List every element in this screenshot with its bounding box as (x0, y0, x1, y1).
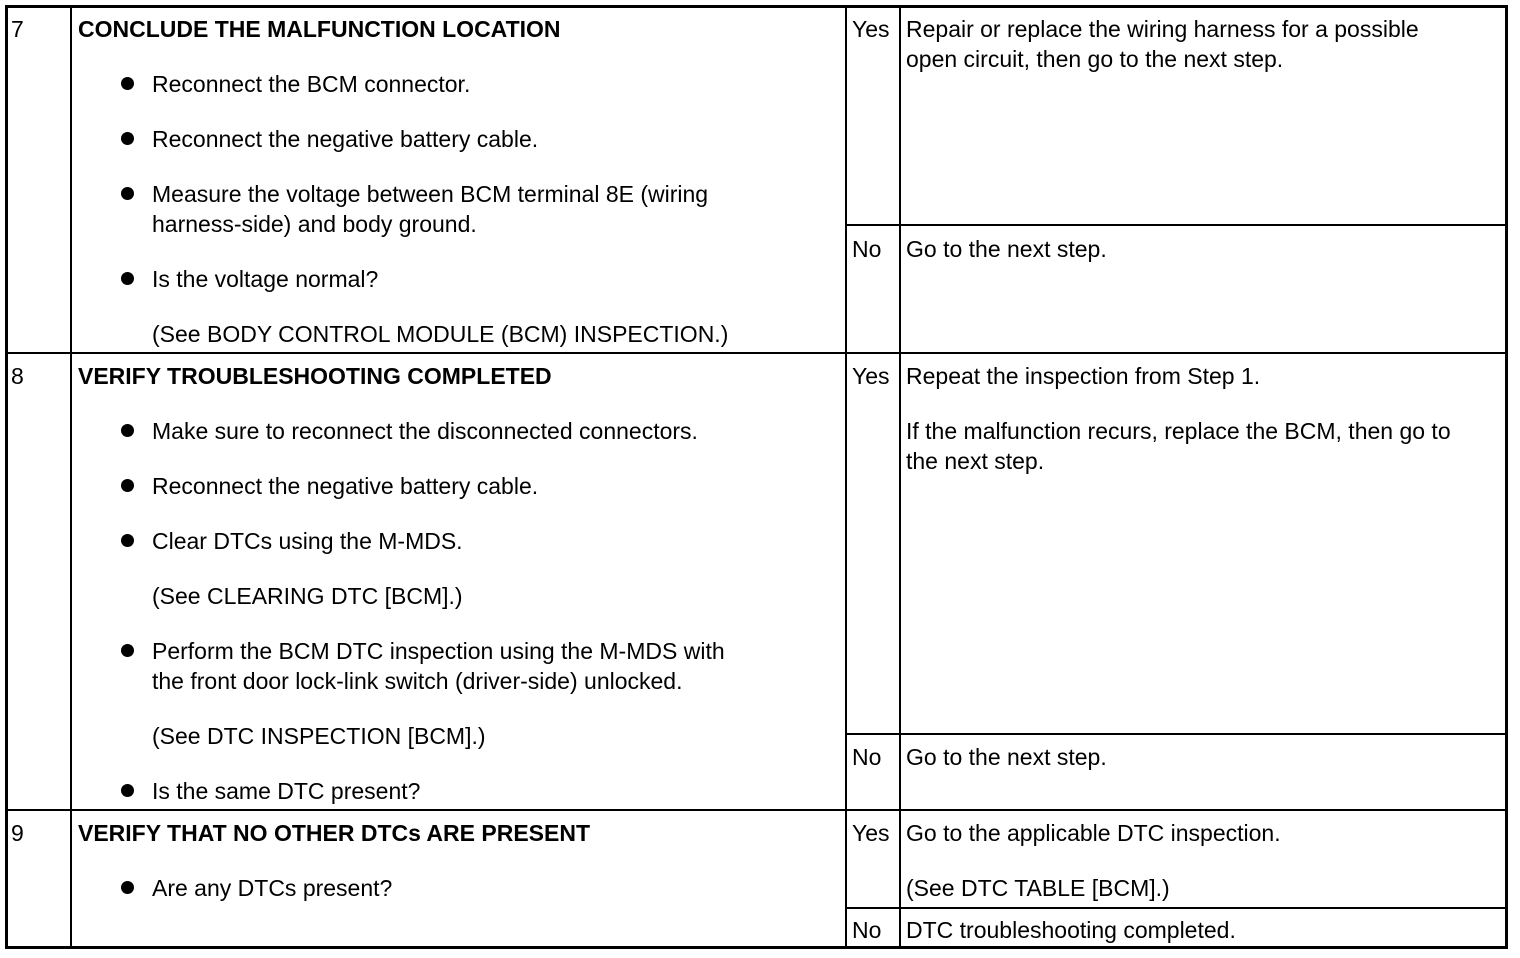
bullet-icon (121, 424, 134, 437)
list-item-continuation: the front door lock-link switch (driver-side) unlocked. (152, 668, 683, 694)
list-item: Make sure to reconnect the disconnected connectors. (152, 418, 698, 444)
yes-result: Go to the applicable DTC inspection. (906, 820, 1281, 846)
reference-note: (See DTC INSPECTION [BCM].) (152, 723, 486, 749)
yes-label: Yes (852, 363, 890, 389)
no-label: No (852, 917, 882, 943)
yes-result: Repeat the inspection from Step 1. (906, 363, 1261, 389)
no-result: Go to the next step. (906, 236, 1107, 262)
column-divider-step (70, 5, 72, 949)
no-label: No (852, 744, 882, 770)
bullet-icon (121, 272, 134, 285)
step-title: CONCLUDE THE MALFUNCTION LOCATION (78, 16, 561, 42)
yes-no-divider-9 (845, 907, 1508, 909)
list-item: Measure the voltage between BCM terminal 8E (wiring (152, 181, 709, 207)
row-divider-8-9 (5, 809, 1508, 811)
step-number: 9 (11, 820, 24, 846)
yes-result: If the malfunction recurs, replace the BCM, then go to (906, 418, 1451, 444)
column-divider-result (899, 5, 901, 949)
column-divider-action (845, 5, 847, 949)
bullet-icon (121, 132, 134, 145)
yes-label: Yes (852, 820, 890, 846)
list-item: Reconnect the negative battery cable. (152, 473, 539, 499)
list-item: Clear DTCs using the M-MDS. (152, 528, 463, 554)
yes-label: Yes (852, 16, 890, 42)
yes-result: Repair or replace the wiring harness for a possible (906, 16, 1419, 42)
list-item: Is the same DTC present? (152, 778, 421, 804)
step-number: 8 (11, 363, 24, 389)
bullet-icon (121, 644, 134, 657)
yes-result: (See DTC TABLE [BCM].) (906, 875, 1170, 901)
yes-result: the next step. (906, 448, 1045, 474)
row-divider-7-8 (5, 352, 1508, 354)
step-title: VERIFY THAT NO OTHER DTCs ARE PRESENT (78, 820, 591, 846)
bullet-icon (121, 784, 134, 797)
no-result: DTC troubleshooting completed. (906, 917, 1236, 943)
reference-note: (See CLEARING DTC [BCM].) (152, 583, 463, 609)
bullet-icon (121, 77, 134, 90)
list-item: Reconnect the negative battery cable. (152, 126, 539, 152)
no-label: No (852, 236, 882, 262)
list-item: Reconnect the BCM connector. (152, 71, 471, 97)
list-item: Perform the BCM DTC inspection using the M-MDS with (152, 638, 725, 664)
bullet-icon (121, 479, 134, 492)
yes-no-divider-7 (845, 224, 1508, 226)
step-title: VERIFY TROUBLESHOOTING COMPLETED (78, 363, 552, 389)
step-number: 7 (11, 16, 24, 42)
yes-no-divider-8 (845, 733, 1508, 735)
list-item-continuation: harness-side) and body ground. (152, 211, 477, 237)
reference-note: (See BODY CONTROL MODULE (BCM) INSPECTION.) (152, 321, 729, 347)
bullet-icon (121, 187, 134, 200)
yes-result: open circuit, then go to the next step. (906, 46, 1284, 72)
list-item: Are any DTCs present? (152, 875, 393, 901)
list-item: Is the voltage normal? (152, 266, 379, 292)
bullet-icon (121, 881, 134, 894)
no-result: Go to the next step. (906, 744, 1107, 770)
bullet-icon (121, 534, 134, 547)
